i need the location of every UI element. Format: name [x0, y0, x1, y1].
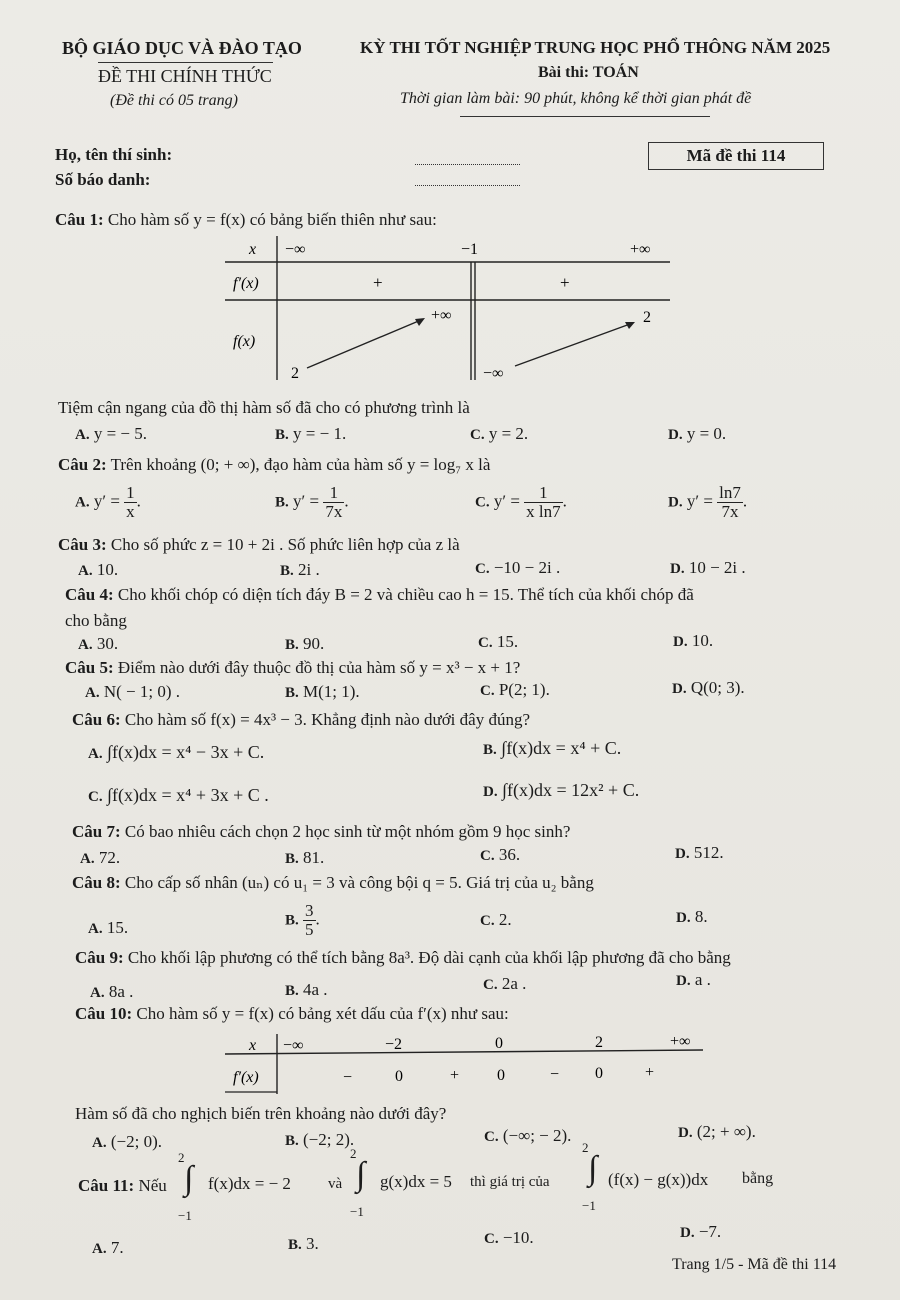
q11-int3-upper: 2	[582, 1140, 589, 1155]
question-4-text2: cho bằng	[65, 611, 127, 630]
q1-option-a[interactable]: A. y = − 5.	[75, 424, 148, 443]
q9-option-b[interactable]: B. 4a .	[285, 980, 328, 999]
vt10-row-5: 0	[595, 1065, 603, 1082]
vt10-x-2: 0	[495, 1035, 503, 1052]
q5-option-a[interactable]: A. N( − 1; 0) .	[85, 682, 181, 701]
q11-mid2: thì giá trị của	[470, 1174, 550, 1190]
id-dots	[415, 184, 520, 186]
q11-int1-sign: ∫	[184, 1160, 194, 1197]
q3-option-d[interactable]: D. 10 − 2i .	[670, 558, 746, 577]
q8-option-d[interactable]: D. 8.	[676, 907, 708, 926]
question-5: Câu 5: Điểm nào dưới đây thuộc đồ thị của hàm số y = x³ − x + 1?	[65, 658, 521, 677]
id-label: Số báo danh:	[55, 170, 151, 189]
vt10-row-1: 0	[395, 1068, 403, 1085]
q5-option-b[interactable]: B. M(1; 1).	[285, 682, 360, 701]
question-7-text: Có bao nhiêu cách chọn 2 học sinh từ một nhóm gồm 9 học sinh?	[124, 822, 571, 841]
q5-option-c[interactable]: C. P(2; 1).	[480, 680, 550, 699]
vt10-row-0: −	[343, 1069, 353, 1086]
q8-option-b[interactable]: B. $\frac{3}{5}$ .	[285, 901, 320, 939]
exam-code-box: Mã đề thi 114	[648, 142, 824, 170]
q2-option-a[interactable]: A. y′ = $\frac{1}{x}$ .	[75, 483, 141, 521]
q11-int3-body: (f(x) − g(x))dx	[608, 1170, 709, 1189]
q2-option-b[interactable]: B. y′ = $\frac{1}{7x}$ .	[275, 483, 349, 521]
exam-subject: Bài thi: TOÁN	[538, 64, 639, 81]
question-1	[55, 210, 437, 230]
q1-option-c[interactable]: C. y = 2.	[470, 424, 529, 443]
question-9-text: Cho khối lập phương có thể tích bằng 8a³. Độ dài cạnh của khối lập phương đã cho bằng	[127, 948, 731, 967]
q10-option-b[interactable]: B. (−2; 2).	[285, 1130, 355, 1149]
q11-int2-sign: ∫	[356, 1156, 366, 1193]
question-9: Câu 9: Cho khối lập phương có thể tích bằng 8a³. Độ dài cạnh của khối lập phương đã cho bằng	[75, 948, 731, 967]
question-10-ask: Hàm số đã cho nghịch biến trên khoảng nào dưới đây?	[75, 1104, 447, 1123]
question-8: Câu 8: Cho cấp số nhân (uₙ) có u₁ = 3 và công bội q = 5. Giá trị của u₂ bằng	[72, 873, 594, 892]
q11-int2-body: g(x)dx = 5	[380, 1172, 452, 1191]
q8-option-c[interactable]: C. 2.	[480, 910, 512, 929]
vt10-x-1: −2	[385, 1036, 403, 1053]
question-11: Câu 11: Nếu	[78, 1176, 167, 1195]
name-dots	[415, 163, 520, 165]
question-4: Câu 4: Cho khối chóp có diện tích đáy B = 2 và chiều cao h = 15. Thể tích của khối chóp đã	[65, 585, 694, 604]
sign-table-q10	[225, 1032, 705, 1096]
q10-option-c[interactable]: C. (−∞; − 2).	[484, 1126, 572, 1145]
q11-int2-lower: −1	[350, 1204, 364, 1219]
question-2: Câu 2: Trên khoảng (0; + ∞), đạo hàm của hàm số y = log₇ x là	[58, 455, 491, 474]
vt1-f-1: +∞	[431, 307, 452, 324]
q7-option-a[interactable]: A. 72.	[80, 848, 121, 867]
q9-option-d[interactable]: D. a .	[676, 970, 711, 989]
q6-option-c[interactable]: C. ∫f(x)dx = x⁴ + 3x + C .	[88, 785, 269, 805]
name-label: Họ, tên thí sinh:	[55, 145, 173, 164]
q3-option-b[interactable]: B. 2i .	[280, 560, 320, 579]
q11-int3-lower: −1	[582, 1198, 596, 1213]
question-2-text: Trên khoảng (0; + ∞), đạo hàm của hàm số y = log₇ x là	[110, 455, 491, 474]
question-8-text: Cho cấp số nhân (uₙ) có u₁ = 3 và công bội q = 5. Giá trị của u₂ bằng	[124, 873, 594, 892]
q7-option-b[interactable]: B. 81.	[285, 848, 325, 867]
header-rule	[460, 116, 710, 117]
q10-option-a[interactable]: A. (−2; 0).	[92, 1132, 162, 1151]
vt1-arrow-2	[515, 324, 630, 366]
vt10-row-2: +	[450, 1067, 460, 1084]
q5-option-d[interactable]: D. Q(0; 3).	[672, 678, 745, 697]
vt1-f-3: 2	[643, 309, 651, 326]
q1-option-b[interactable]: B. y = − 1.	[275, 424, 347, 443]
q11-post: bằng	[742, 1170, 774, 1187]
vt10-fp-label: f′(x)	[233, 1069, 259, 1086]
q11-option-a[interactable]: A. 7.	[92, 1238, 124, 1257]
q11-mid: và	[328, 1176, 343, 1192]
variation-table-q1	[225, 236, 675, 384]
question-3: Câu 3: Cho số phức z = 10 + 2i . Số phức liên hợp của z là	[58, 535, 460, 554]
q10-option-d[interactable]: D. (2; + ∞).	[678, 1122, 756, 1141]
ministry-name: BỘ GIÁO DỤC VÀ ĐÀO TẠO	[62, 38, 302, 58]
question-1-text: Cho hàm số y = f(x) có bảng biến thiên như sau:	[107, 210, 437, 229]
q11-option-c[interactable]: C. −10.	[484, 1228, 534, 1247]
vt1-f-0: 2	[291, 365, 299, 382]
q11-int1-upper: 2	[178, 1150, 185, 1165]
q7-option-c[interactable]: C. 36.	[480, 845, 521, 864]
vt1-x-1: −1	[461, 241, 479, 258]
q6-option-d[interactable]: D. ∫f(x)dx = 12x² + C.	[483, 780, 640, 800]
q11-int1-lower: −1	[178, 1208, 192, 1223]
q3-option-a[interactable]: A. 10.	[78, 560, 119, 579]
question-4-text: Cho khối chóp có diện tích đáy B = 2 và chiều cao h = 15. Thể tích của khối chóp đã	[117, 585, 694, 604]
vt1-arrow-1	[307, 320, 421, 368]
question-10-text: Cho hàm số y = f(x) có bảng xét dấu của f′(x) như sau:	[136, 1004, 509, 1023]
question-5-text: Điểm nào dưới đây thuộc đồ thị của hàm số y = x³ − x + 1?	[117, 658, 521, 677]
q11-int3-sign: ∫	[588, 1150, 598, 1187]
vt1-x-label: x	[249, 241, 257, 258]
official-label: ĐỀ THI CHÍNH THỨC	[98, 66, 272, 86]
q9-option-a[interactable]: A. 8a .	[90, 982, 134, 1001]
exam-title: KỲ THI TỐT NGHIỆP TRUNG HỌC PHỔ THÔNG NĂM 2025	[360, 38, 831, 57]
q9-option-c[interactable]: C. 2a .	[483, 974, 527, 993]
q11-int2-upper: 2	[350, 1146, 357, 1161]
q4-option-b[interactable]: B. 90.	[285, 634, 325, 653]
q2-option-d[interactable]: D. y′ = $\frac{\ln 7}{7x}$ .	[668, 483, 748, 521]
vt10-x-0: −∞	[283, 1037, 304, 1054]
vt1-sign-0: +	[373, 273, 383, 292]
q4-option-d[interactable]: D. 10.	[673, 631, 714, 650]
q6-option-a[interactable]: A. ∫f(x)dx = x⁴ − 3x + C.	[88, 742, 265, 762]
q4-option-a[interactable]: A. 30.	[78, 634, 119, 653]
question-1-ask: Tiệm cận ngang của đồ thị hàm số đã cho có phương trình là	[58, 398, 470, 417]
q8-option-a[interactable]: A. 15.	[88, 918, 129, 937]
vt10-row-4: −	[550, 1066, 560, 1083]
q6-option-b[interactable]: B. ∫f(x)dx = x⁴ + C.	[483, 738, 622, 758]
vt10-x-4: +∞	[670, 1033, 691, 1050]
q3-option-c[interactable]: C. −10 − 2i .	[475, 558, 561, 577]
page-footer: Trang 1/5 - Mã đề thi 114	[672, 1256, 837, 1273]
q11-int1-body: f(x)dx = − 2	[208, 1174, 291, 1193]
q4-option-c[interactable]: C. 15.	[478, 632, 519, 651]
page-count: (Đề thi có 05 trang)	[110, 92, 238, 109]
vt1-f-label: f(x)	[233, 333, 256, 350]
question-10: Câu 10: Cho hàm số y = f(x) có bảng xét dấu của f′(x) như sau:	[75, 1004, 509, 1023]
header-underline	[98, 62, 273, 63]
vt1-fp-label: f′(x)	[233, 275, 259, 292]
vt10-x-3: 2	[595, 1034, 603, 1051]
vt10-row-6: +	[645, 1064, 655, 1081]
exam-time: Thời gian làm bài: 90 phút, không kể thời gian phát đề	[400, 90, 752, 107]
q1-option-d[interactable]: D. y = 0.	[668, 424, 727, 443]
question-11-pre: Nếu	[138, 1176, 167, 1195]
vt1-f-2: −∞	[483, 365, 504, 382]
vt10-row-3: 0	[497, 1067, 505, 1084]
vt1-sign-1: +	[560, 273, 570, 292]
question-1-label: Câu 1:	[55, 210, 104, 229]
q2-option-c[interactable]: C. y′ = $\frac{1}{\text{x ln7}}$ .	[475, 483, 567, 521]
question-3-text: Cho số phức z = 10 + 2i . Số phức liên hợp của z là	[110, 535, 460, 554]
vt1-x-2: +∞	[630, 241, 651, 258]
question-7: Câu 7: Có bao nhiêu cách chọn 2 học sinh từ một nhóm gồm 9 học sinh?	[72, 822, 571, 841]
question-6: Câu 6: Cho hàm số f(x) = 4x³ − 3. Khẳng định nào dưới đây đúng?	[72, 710, 530, 729]
q7-option-d[interactable]: D. 512.	[675, 843, 724, 862]
question-6-text: Cho hàm số f(x) = 4x³ − 3. Khẳng định nào dưới đây đúng?	[124, 710, 530, 729]
q11-option-d[interactable]: D. −7.	[680, 1222, 722, 1241]
q11-option-b[interactable]: B. 3.	[288, 1234, 319, 1253]
vt1-x-0: −∞	[285, 241, 306, 258]
vt10-x-label: x	[249, 1037, 257, 1054]
